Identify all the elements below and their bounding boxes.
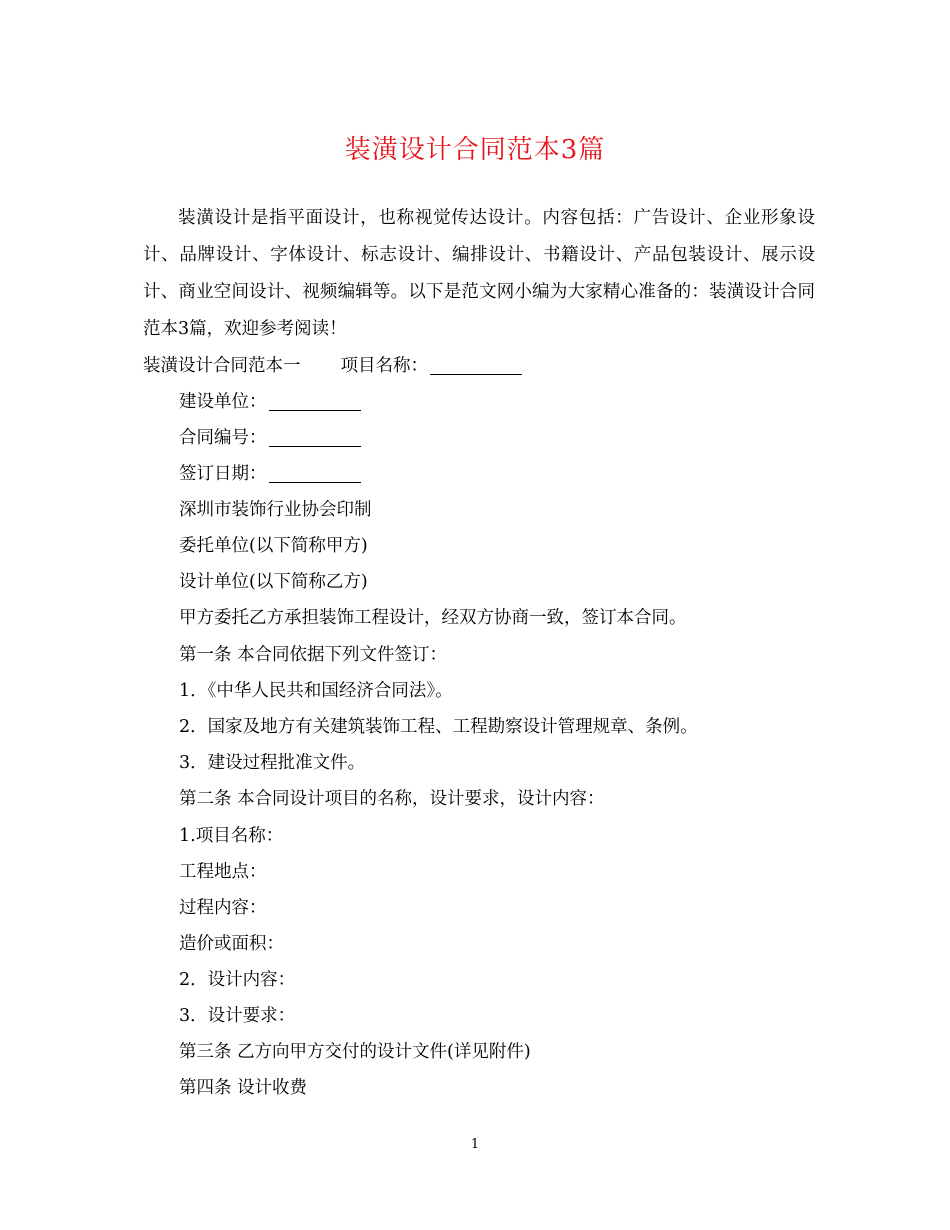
builder-label: 建设单位： — [179, 392, 267, 412]
contract-no-row — [179, 420, 361, 456]
document-title: 装潢设计合同范本3篇 — [344, 135, 606, 165]
sign-date-blank — [269, 464, 361, 483]
builder-row — [179, 384, 361, 420]
list-item: 1．《中华人民共和国经济合同法》。 — [179, 681, 453, 701]
body-line: 深圳市装饰行业协会印制 — [179, 500, 372, 520]
clause-heading: 第二条 本合同设计项目的名称，设计要求，设计内容： — [179, 789, 605, 809]
list-item: 3．建设过程批准文件。 — [179, 753, 366, 773]
clause-heading: 第一条 本合同依据下列文件签订： — [179, 645, 448, 665]
list-item: 3．设计要求： — [179, 1006, 296, 1026]
intro-paragraph: 装潢设计是指平面设计，也称视觉传达设计。内容包括：广告设计、企业形象设计、品牌设计、字体设计、标志设计、编排设计、书籍设计、产品包装设计、展示设计、商业空间设计、视频编辑等。以下是范文网小编为大家精心准备的：装潢设计合同范本3篇，欢迎参考阅读！ — [143, 208, 815, 339]
contract-no-blank — [269, 428, 361, 447]
sign-date-row — [179, 456, 361, 492]
list-item: 2．设计内容： — [179, 970, 296, 990]
body-line: 造价或面积： — [179, 934, 284, 954]
body-line: 设计单位(以下简称乙方) — [179, 572, 368, 592]
body-line: 甲方委托乙方承担装饰工程设计，经双方协商一致，签订本合同。 — [179, 608, 687, 628]
body-line: 工程地点： — [179, 862, 267, 882]
project-name-blank — [430, 356, 522, 375]
clause-heading: 第四条 设计收费 — [179, 1078, 308, 1098]
sign-date-label: 签订日期： — [179, 464, 267, 484]
contract-no-label: 合同编号： — [179, 428, 267, 448]
page-number: 1 — [470, 1137, 480, 1152]
builder-blank — [269, 392, 361, 411]
project-name-label: 项目名称： — [340, 356, 428, 376]
list-item: 1.项目名称： — [179, 826, 284, 846]
body-line: 过程内容： — [179, 898, 267, 918]
clause-heading: 第三条 乙方向甲方交付的设计文件(详见附件) — [179, 1042, 531, 1062]
body-line: 委托单位(以下简称甲方) — [179, 536, 368, 556]
section1-heading: 装潢设计合同范本一 — [143, 356, 301, 376]
list-item: 2．国家及地方有关建筑装饰工程、工程勘察设计管理规章、条例。 — [179, 717, 698, 737]
section-heading-row — [143, 348, 522, 384]
